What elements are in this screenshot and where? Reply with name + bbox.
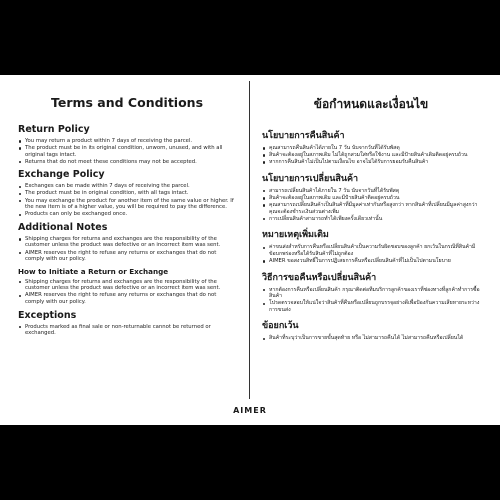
section-heading-return-policy-thai: นโยบายการคืนสินค้า [262,131,345,141]
brand-logo-text: AIMER [233,406,267,415]
section-heading-return-policy: Return Policy [18,124,90,135]
section-heading-additional-notes: Additional Notes [18,221,108,233]
list-item: You may exchange the product for another item of the same value or higher. If the new item is of a higher value, you will be required to pay the difference. [18,198,236,211]
list-item: การเปลี่ยนสินค้าสามารถทำได้เพียงครั้งเดียวเท่านั้น [262,216,480,223]
list-item: หากต้องการคืนหรือเปลี่ยนสินค้า กรุณาติดต่อทีมบริการลูกค้าของเราที่ช่องทางที่ลูกค้าทำการซื้อสินค้า [262,287,480,300]
list-item: ค่าขนส่งสำหรับการคืนหรือเปลี่ยนสินค้าเป็นความรับผิดชอบของลูกค้า ยกเว้นในกรณีที่สินค้ามีข้อบกพร่องหรือได้รับสินค้าที่ไม่ถูกต้อง [262,244,480,257]
list-item: AIMER reserves the right to refuse any returns or exchanges that do not comply with our policy. [18,292,236,305]
page-title-thai: ข้อกำหนดและเงื่อนไข [313,97,429,111]
list-item: สินค้าจะต้องอยู่ในสภาพเดิม และมีป้ายสินค้าติดอยู่ครบถ้วน [262,195,480,202]
list-item: The product must be in original condition, with all tags intact. [18,190,236,197]
page-title-english: Terms and Conditions [50,95,204,110]
list-item: Products marked as final sale or non-returnable cannot be returned or exchanged. [18,324,236,337]
list-item: AIMER reserves the right to refuse any returns or exchanges that do not comply with our policy. [18,250,236,263]
terms-document [0,75,500,425]
section-heading-how-to-initiate-thai: วิธีการขอคืนหรือเปลี่ยนสินค้า [262,272,377,283]
list-item: หากการคืนสินค้าไม่เป็นไปตามเงื่อนไข อาจไม่ได้รับการยอมรับคืนสินค้า [262,159,480,166]
list-item: Shipping charges for returns and exchanges are the responsibility of the customer unless the product was defective or an incorrect item was sent. [18,236,236,249]
section-heading-exceptions-thai: ข้อยกเว้น [262,321,299,332]
exceptions-list-thai [262,335,480,342]
section-heading-exceptions: Exceptions [18,309,77,321]
list-item: สินค้าจะต้องอยู่ในสภาพเดิม ไม่ได้ถูกสวมใส่หรือใช้งาน และมีป้ายสินค้าเดิมติดอยู่ครบถ้วน [262,152,480,159]
exceptions-list [18,324,236,337]
section-heading-exchange-policy-thai: นโยบายการเปลี่ยนสินค้า [262,173,359,184]
additional-notes-list-thai [262,244,480,264]
list-item: Products can only be exchanged once. [18,211,236,218]
list-item: The product must be in its original condition, unworn, unused, and with all original tags intact. [18,145,236,158]
english-column [18,89,236,340]
return-policy-list [18,138,236,165]
thai-column [262,89,480,345]
section-heading-exchange-policy: Exchange Policy [18,169,105,181]
list-item: Exchanges can be made within 7 days of receiving the parcel. [18,183,236,190]
list-item: สินค้าที่ระบุว่าเป็นการขายขั้นสุดท้าย หรือ ไม่สามารถคืนได้ ไม่สามารถคืนหรือเปลี่ยนได้ [262,335,480,342]
how-to-initiate-list-thai [262,287,480,314]
list-item: Shipping charges for returns and exchanges are the responsibility of the customer unless the product was defective or an incorrect item was sent. [18,279,236,292]
how-to-initiate-list [18,279,236,306]
list-item: คุณสามารถคืนสินค้าได้ภายใน 7 วัน นับจากวันที่ได้รับพัสดุ [262,145,480,152]
section-heading-how-to-initiate: How to Initiate a Return or Exchange [18,266,169,276]
list-item: You may return a product within 7 days of receiving the parcel. [18,138,236,145]
list-item: Returns that do not meet these conditions may not be accepted. [18,159,236,166]
list-item: โปรดตรวจสอบให้แน่ใจว่าสินค้าที่คืนหรือเปลี่ยนถูกบรรจุอย่างดีเพื่อป้องกันความเสียหายระหว่างการขนส่ง [262,300,480,313]
list-item: คุณสามารถเปลี่ยนสินค้าเป็นสินค้าที่มีมูลค่าเท่ากันหรือสูงกว่า หากสินค้าที่เปลี่ยนมีมูลค่าสูงกว่า คุณจะต้องชำระเงินส่วนต่างเพิ่ม [262,202,480,215]
return-policy-list-thai [262,145,480,166]
additional-notes-list [18,236,236,263]
exchange-policy-list-thai [262,188,480,222]
list-item: สามารถเปลี่ยนสินค้าได้ภายใน 7 วัน นับจากวันที่ได้รับพัสดุ [262,188,480,195]
exchange-policy-list [18,183,236,217]
section-heading-additional-notes-thai: หมายเหตุเพิ่มเติม [262,230,329,241]
list-item: AIMER ขอสงวนสิทธิ์ในการปฏิเสธการคืนหรือเปลี่ยนสินค้าที่ไม่เป็นไปตามนโยบาย [262,258,480,265]
column-divider [249,81,250,399]
